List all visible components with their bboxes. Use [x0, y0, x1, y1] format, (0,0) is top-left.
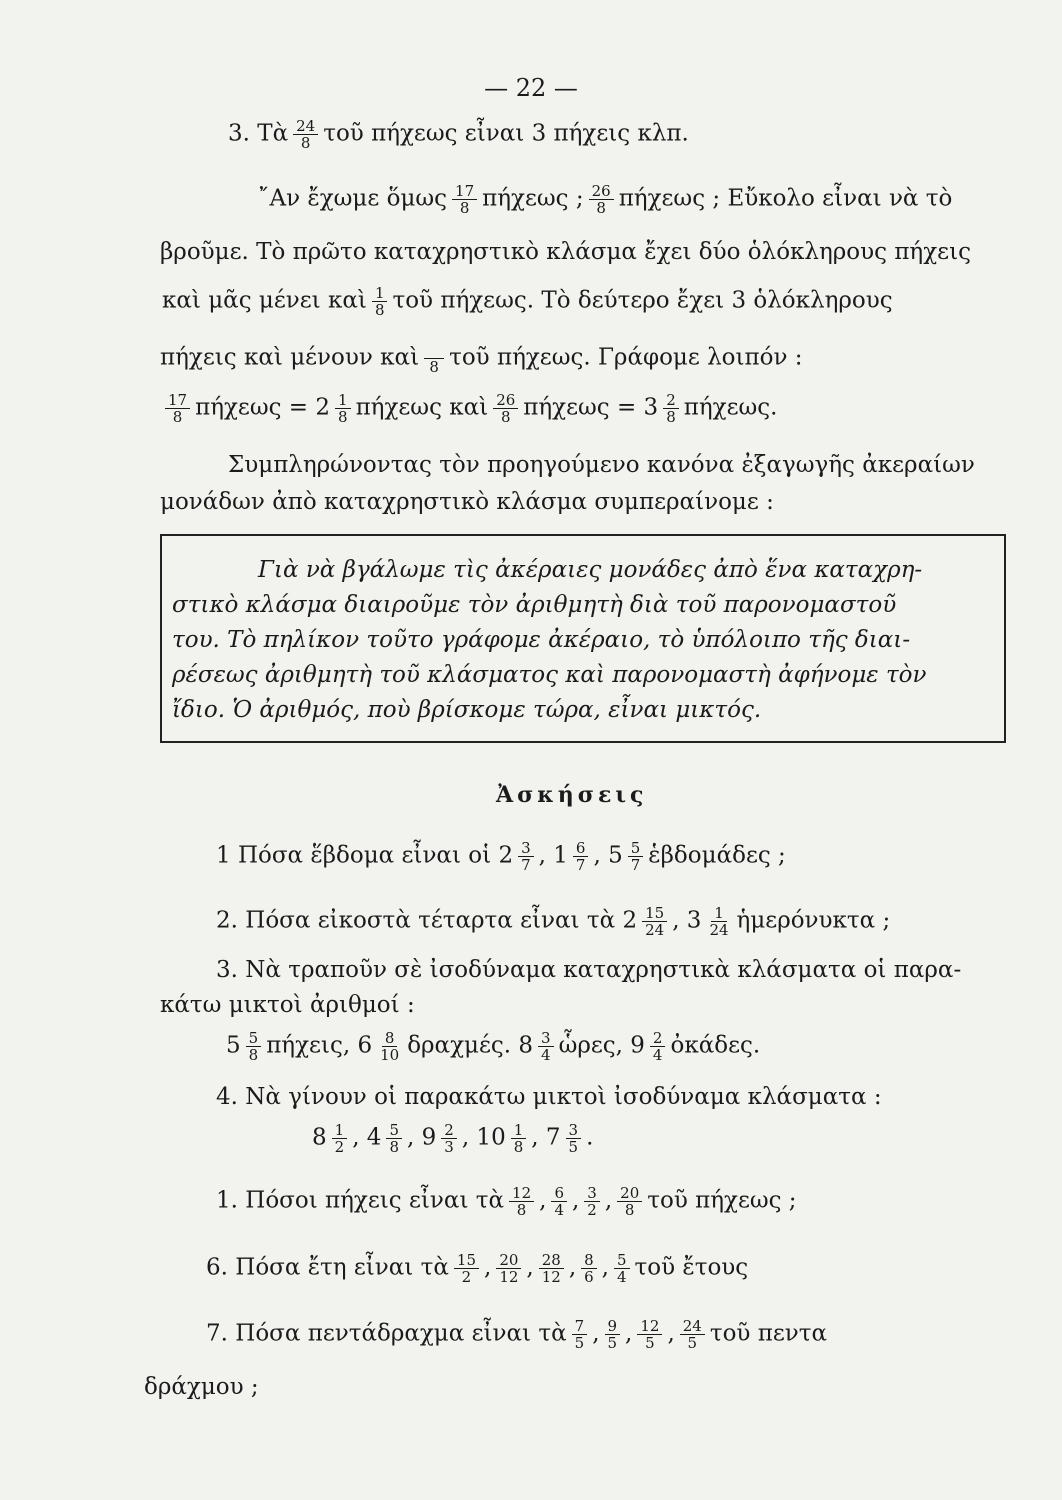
text-line: βροῦμε. Τὸ πρῶτο καταχρηστικὸ κλάσμα ἔχει δύο ὁλόκληρους πήχεις — [160, 239, 971, 265]
exercise-line: 5 $\frac{5}{8}$ πήχεις, 6 $\frac{8}{10}$ δραχμές. 8 $\frac{3}{4}$ ὧρες, 9 $\frac{2}{4}$ ὀκάδες. — [226, 1029, 761, 1064]
fraction: $\frac{17}{8}$ — [165, 392, 190, 425]
page-number: — 22 — — [484, 74, 578, 102]
exercise-line: 8 $\frac{1}{2}$ , 4 $\frac{5}{8}$ , 9 $\frac{2}{3}$ , 10 $\frac{1}{8}$ , 7 $\frac{3}{5}$ . — [312, 1121, 594, 1156]
fraction: $\frac{1}{8}$ — [511, 1122, 527, 1155]
fraction: $\frac{1}{24}$ — [709, 904, 729, 939]
exercise-line: 3. Νὰ τραποῦν σὲ ἰσοδύναμα καταχρηστικὰ κλάσματα οἱ παρα- — [216, 957, 962, 983]
fraction: $\frac{3}{4}$ — [538, 1030, 554, 1063]
fraction: $\frac{1}{8}$ — [372, 285, 388, 318]
exercises-heading: Ἀσκήσεις — [496, 782, 648, 808]
fraction: $\frac{5}{4}$ — [614, 1252, 630, 1285]
exercise-line: 1. Πόσοι πήχεις εἶναι τὰ $\frac{12}{8}$ , $\frac{6}{4}$ , $\frac{3}{2}$ , $\frac{20}{8}$ τοῦ πήχεως ; — [216, 1184, 797, 1219]
exercise-line: 7. Πόσα πεντάδραχμα εἶναι τὰ $\frac{7}{5}$ , $\frac{9}{5}$ , $\frac{12}{5}$ , $\frac{24}{5}$ τοῦ πεντα — [206, 1317, 827, 1352]
fraction: $\frac{24}{8}$ — [293, 118, 318, 151]
rule-line: στικὸ κλάσμα διαιροῦμε τὸν ἀριθμητὴ διὰ τοῦ παρονομαστοῦ — [172, 592, 897, 618]
exercise-line: 1 Πόσα ἕβδομα εἶναι οἱ 2 $\frac{3}{7}$ , 1 $\frac{6}{7}$ , 5 $\frac{5}{7}$ ἑβδομάδες ; — [216, 839, 786, 874]
rule-line: ρέσεως ἀριθμητὴ τοῦ κλάσματος καὶ παρονομαστὴ ἀφήνομε τὸν — [172, 662, 927, 688]
exercise-line: δράχμου ; — [144, 1374, 259, 1400]
fraction: $\frac{1}{2}$ — [332, 1122, 348, 1155]
fraction: $\frac{26}{8}$ — [589, 183, 614, 216]
fraction: $\frac{3}{5}$ — [566, 1122, 582, 1155]
fraction: $\frac{5}{8}$ — [386, 1122, 402, 1155]
fraction: $\frac{6}{7}$ — [573, 840, 589, 873]
exercise-line: 6. Πόσα ἔτη εἶναι τὰ $\frac{15}{2}$ , $\frac{20}{12}$ , $\frac{28}{12}$ , $\frac{8}{6}$ , $\frac{5}{4}$ τοῦ ἔτους — [206, 1251, 749, 1286]
fraction: $\frac{2}{8}$ — [663, 392, 679, 425]
fraction: 8 — [424, 342, 444, 375]
fraction: $\frac{15}{2}$ — [454, 1252, 479, 1285]
exercise-line: κάτω μικτοὶ ἀριθμοί : — [160, 992, 415, 1018]
fraction: $\frac{17}{8}$ — [452, 183, 477, 216]
fraction: $\frac{12}{5}$ — [637, 1318, 662, 1351]
rule-line: Γιὰ νὰ βγάλωμε τὶς ἀκέραιες μονάδες ἀπὸ ἕνα καταχρη- — [258, 557, 923, 583]
fraction: $\frac{7}{5}$ — [572, 1318, 588, 1351]
rule-line: του. Τὸ πηλίκον τοῦτο γράφομε ἀκέραιο, τὸ ὑπόλοιπο τῆς διαι- — [172, 627, 911, 653]
text-line: πήχεις καὶ μένουν καὶ 8 τοῦ πήχεως. Γράφομε λοιπόν : — [160, 342, 803, 375]
text-line: καὶ μᾶς μένει καὶ $\frac{1}{8}$ τοῦ πήχεως. Τὸ δεύτερο ἔχει 3 ὁλόκληρους — [162, 284, 893, 319]
fraction: $\frac{3}{7}$ — [518, 840, 534, 873]
fraction: $\frac{20}{8}$ — [617, 1185, 642, 1218]
fraction: $\frac{20}{12}$ — [496, 1252, 521, 1285]
fraction: $\frac{6}{4}$ — [551, 1185, 567, 1218]
text-line: Συμπληρώνοντας τὸν προηγούμενο κανόνα ἐξαγωγῆς ἀκεραίων — [228, 452, 975, 478]
text-line: $\frac{17}{8}$ πήχεως = 2 $\frac{1}{8}$ πήχεως καὶ $\frac{26}{8}$ πήχεως = 3 $\frac{2}{8}$ πήχεως. — [160, 392, 777, 425]
exercise-line: 2. Πόσα εἰκοστὰ τέταρτα εἶναι τὰ 2 $\frac{15}{24}$ , 3 $\frac{1}{24}$ ἡμερόνυκτα ; — [216, 904, 891, 939]
rule-line: ἴδιο. Ὁ ἀριθμός, ποὺ βρίσκομε τώρα, εἶναι μικτός. — [172, 697, 762, 723]
fraction: $\frac{8}{10}$ — [380, 1029, 400, 1064]
text-line: ῎Αν ἔχωμε ὅμως $\frac{17}{8}$ πήχεως ; $\frac{26}{8}$ πήχεως ; Εὔκολο εἶναι νὰ τὸ — [258, 182, 953, 217]
fraction: $\frac{12}{8}$ — [509, 1185, 534, 1218]
fraction: $\frac{24}{5}$ — [680, 1318, 705, 1351]
fraction: $\frac{2}{3}$ — [441, 1122, 457, 1155]
fraction: $\frac{9}{5}$ — [605, 1318, 621, 1351]
fraction: $\frac{3}{2}$ — [584, 1185, 600, 1218]
fraction: $\frac{5}{8}$ — [246, 1030, 262, 1063]
text-line: 3. Τὰ $\frac{24}{8}$ τοῦ πήχεως εἶναι 3 πήχεις κλπ. — [228, 117, 689, 152]
fraction: $\frac{15}{24}$ — [642, 905, 667, 938]
exercise-line: 4. Νὰ γίνουν οἱ παρακάτω μικτοὶ ἰσοδύναμα κλάσματα : — [216, 1084, 882, 1110]
fraction: $\frac{8}{6}$ — [581, 1252, 597, 1285]
fraction: $\frac{1}{8}$ — [335, 392, 351, 425]
fraction: $\frac{2}{4}$ — [650, 1030, 666, 1063]
fraction: $\frac{5}{7}$ — [628, 840, 644, 873]
text-line: μονάδων ἀπὸ καταχρηστικὸ κλάσμα συμπεραίνομε : — [160, 489, 774, 515]
fraction: $\frac{26}{8}$ — [493, 392, 518, 425]
fraction: $\frac{28}{12}$ — [539, 1252, 564, 1285]
